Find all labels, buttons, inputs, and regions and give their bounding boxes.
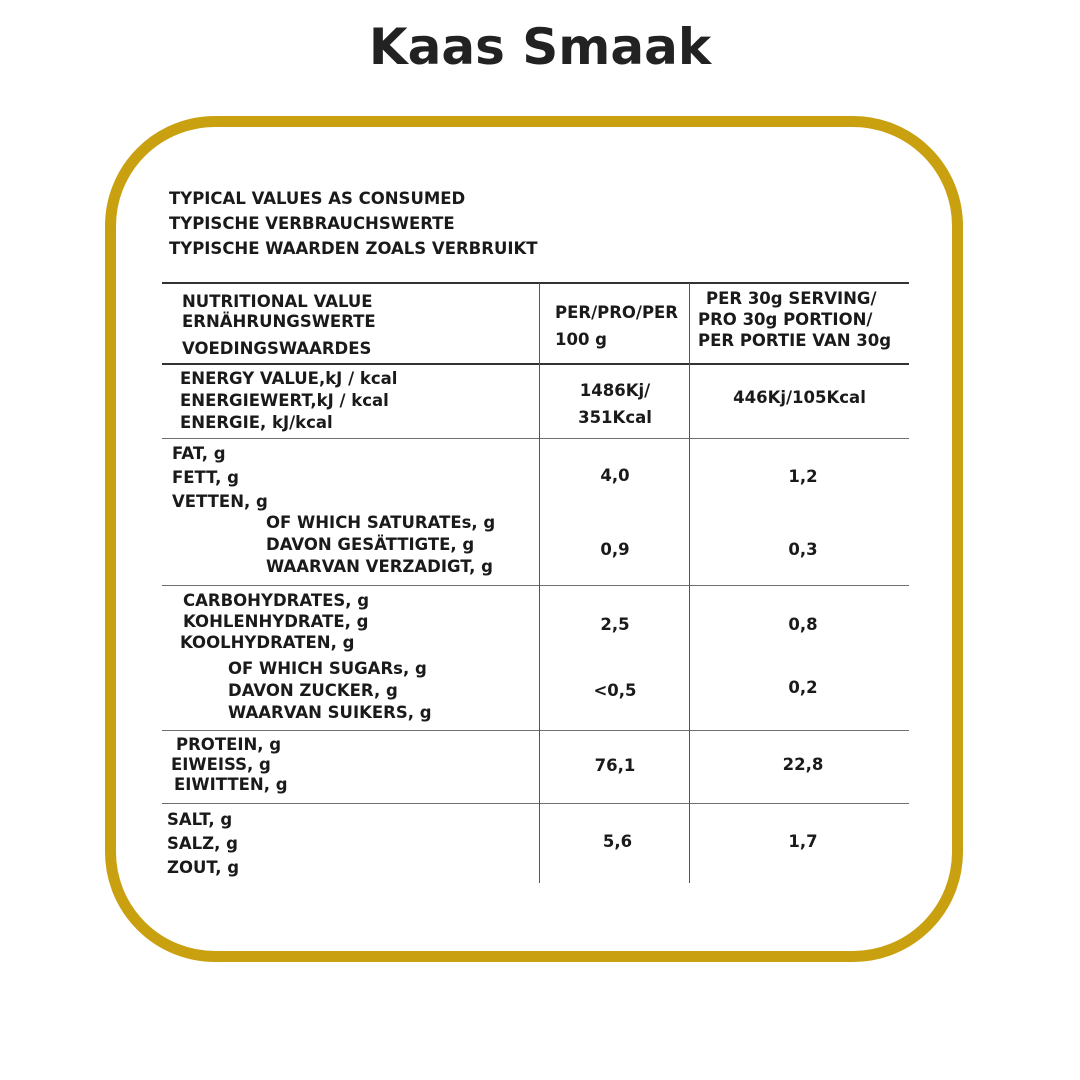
header-per100: PER/PRO/PER 100 g bbox=[555, 303, 679, 349]
header-per-serving: PER 30g SERVING/ PRO 30g PORTION/ PER PORTIE VAN 30g bbox=[698, 289, 892, 350]
saturates-label: OF WHICH SATURATEs, g DAVON GESÄTTIGTE, g WAARVAN VERZADIGT, g bbox=[266, 513, 496, 576]
intro-text bbox=[169, 186, 538, 261]
column-divider bbox=[689, 283, 690, 883]
header-bottom-border bbox=[162, 363, 909, 365]
intro-line-en: TYPICAL VALUES AS CONSUMED bbox=[169, 189, 466, 208]
salt-per100: 5,6 bbox=[602, 832, 633, 851]
energy-per100: 1486Kj/ 351Kcal bbox=[578, 381, 652, 427]
fat-per100: 4,0 bbox=[600, 466, 630, 485]
column-divider bbox=[539, 283, 540, 883]
sugars-label: OF WHICH SUGARs, g DAVON ZUCKER, g WAARVAN SUIKERS, g bbox=[228, 659, 432, 722]
protein-per100: 76,1 bbox=[594, 756, 636, 775]
carbohydrates-per100: 2,5 bbox=[600, 615, 630, 634]
carbohydrates-per-serving: 0,8 bbox=[788, 615, 818, 634]
row-divider bbox=[162, 438, 909, 439]
protein-per-serving: 22,8 bbox=[782, 755, 824, 774]
protein-label: PROTEIN, g EIWEISS, g EIWITTEN, g bbox=[171, 735, 288, 794]
energy-per-serving: 446Kj/105Kcal bbox=[733, 388, 866, 407]
table-top-border bbox=[162, 282, 909, 284]
salt-label: SALT, g SALZ, g ZOUT, g bbox=[167, 810, 240, 877]
page-title: Kaas Smaak bbox=[368, 18, 712, 76]
energy-label: ENERGY VALUE,kJ / kcal ENERGIEWERT,kJ / kcal ENERGIE, kJ/kcal bbox=[180, 369, 398, 432]
row-divider bbox=[162, 730, 909, 731]
row-divider bbox=[162, 803, 909, 804]
intro-line-de: TYPISCHE VERBRAUCHSWERTE bbox=[169, 214, 455, 233]
row-divider bbox=[162, 585, 909, 586]
fat-per-serving: 1,2 bbox=[788, 467, 818, 486]
sugars-per100: <0,5 bbox=[593, 681, 637, 700]
sugars-per-serving: 0,2 bbox=[788, 678, 818, 697]
intro-line-nl: TYPISCHE WAARDEN ZOALS VERBRUIKT bbox=[169, 239, 538, 258]
salt-per-serving: 1,7 bbox=[788, 832, 818, 851]
header-label: NUTRITIONAL VALUE ERNÄHRUNGSWERTE VOEDINGSWAARDES bbox=[182, 292, 376, 358]
saturates-per-serving: 0,3 bbox=[788, 540, 818, 559]
fat-label: FAT, g FETT, g VETTEN, g bbox=[172, 444, 268, 511]
saturates-per100: 0,9 bbox=[600, 540, 630, 559]
carbohydrates-label: CARBOHYDRATES, g KOHLENHYDRATE, g KOOLHYDRATEN, g bbox=[180, 591, 370, 652]
